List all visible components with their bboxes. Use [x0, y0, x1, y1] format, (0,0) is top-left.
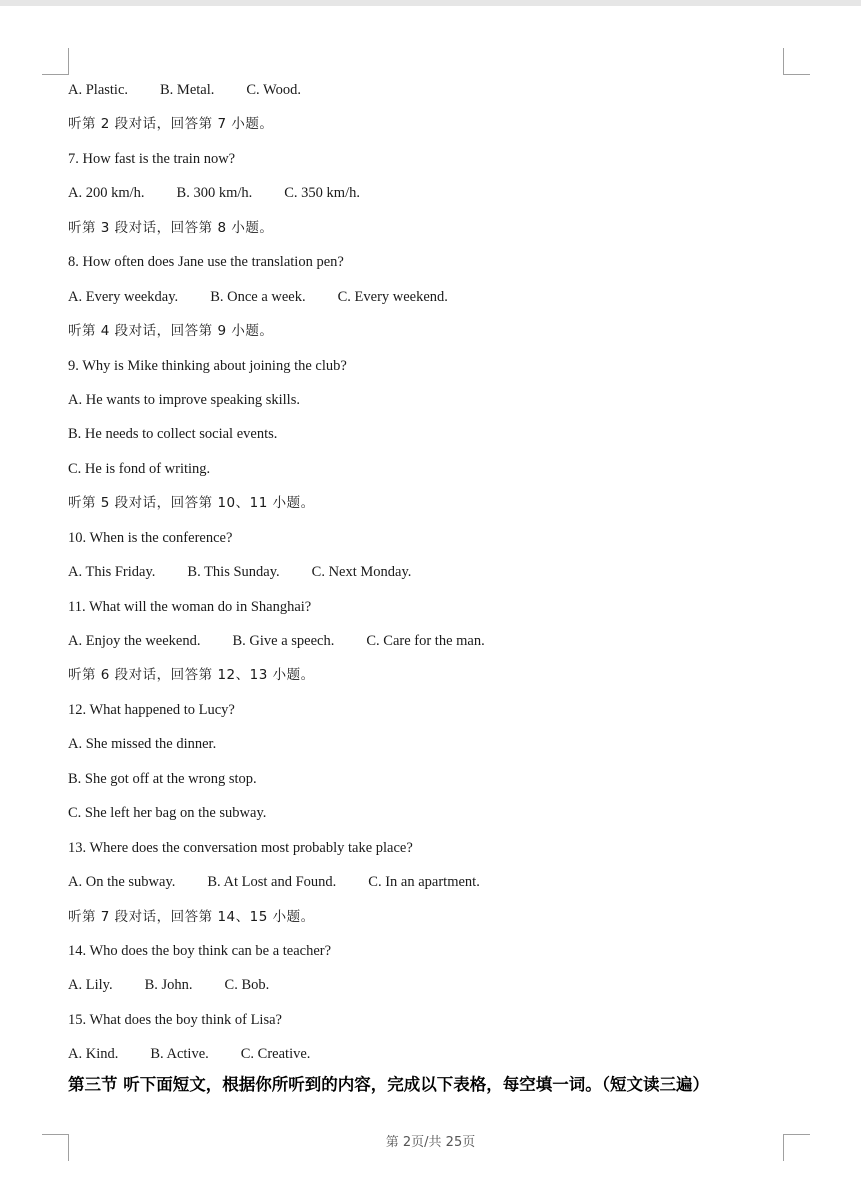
section-instruction: 听第 6 段对话，回答第 12、13 小题。 — [68, 667, 315, 684]
document-body — [68, 78, 788, 1077]
answer-option: B. John. — [144, 977, 193, 994]
question-text: 11. What will the woman do in Shanghai? — [68, 598, 312, 615]
margin-corner-top-right — [783, 48, 810, 75]
answer-option: B. At Lost and Found. — [207, 874, 337, 891]
answer-options-line — [68, 181, 788, 215]
answer-options-line — [68, 629, 788, 663]
answer-option: C. Bob. — [224, 977, 270, 994]
answer-option: B. Active. — [150, 1046, 209, 1063]
answer-option: A. Lily. — [68, 977, 113, 994]
question-text: 12. What happened to Lucy? — [68, 701, 235, 718]
question-text: 13. Where does the conversation most probably take place? — [68, 839, 413, 856]
section-instruction: 听第 3 段对话，回答第 8 小题。 — [68, 219, 274, 236]
answer-option: A. Plastic. — [68, 82, 129, 98]
question-text: 7. How fast is the train now? — [68, 150, 236, 167]
answer-options-line — [68, 422, 788, 456]
page-footer: 第 2页/共 25页 — [385, 1135, 476, 1150]
answer-options-line — [68, 285, 788, 319]
section-instruction: 听第 7 段对话，回答第 14、15 小题。 — [68, 908, 315, 925]
answer-options-line — [68, 732, 788, 766]
answer-option: A. 200 km/h. — [68, 185, 145, 202]
question-text: 9. Why is Mike thinking about joining the club? — [68, 357, 347, 374]
answer-options-line — [68, 388, 788, 422]
answer-option: C. In an apartment. — [368, 874, 480, 891]
answer-options-line — [68, 801, 788, 835]
question-text: 14. Who does the boy think can be a teacher? — [68, 942, 332, 959]
answer-options-line — [68, 767, 788, 801]
answer-option: C. Care for the man. — [366, 633, 485, 649]
question-text: 8. How often does Jane use the translation pen? — [68, 254, 344, 271]
question-text: 15. What does the boy think of Lisa? — [68, 1011, 282, 1028]
answer-option: A. She missed the dinner. — [68, 736, 217, 753]
answer-option: B. She got off at the wrong stop. — [68, 770, 257, 787]
answer-option: C. Wood. — [246, 82, 301, 98]
answer-option: C. Every weekend. — [337, 288, 448, 305]
answer-option: C. 350 km/h. — [284, 185, 360, 202]
answer-option: A. Kind. — [68, 1046, 119, 1063]
question-text: 10. When is the conference? — [68, 529, 233, 546]
answer-option: B. This Sunday. — [187, 564, 280, 581]
answer-options-line — [68, 870, 788, 904]
answer-option: B. Once a week. — [210, 288, 306, 305]
answer-option: A. This Friday. — [68, 564, 156, 581]
section-instruction: 听第 4 段对话，回答第 9 小题。 — [68, 323, 274, 340]
answer-option: C. He is fond of writing. — [68, 460, 211, 477]
answer-option: A. On the subway. — [68, 874, 176, 891]
answer-option: B. 300 km/h. — [176, 185, 253, 202]
answer-option: B. Metal. — [160, 82, 215, 98]
answer-option: A. He wants to improve speaking skills. — [68, 391, 300, 408]
answer-option: C. Creative. — [240, 1046, 311, 1063]
answer-options-line — [68, 560, 788, 594]
answer-option: A. Every weekday. — [68, 288, 179, 305]
section-instruction: 听第 2 段对话，回答第 7 小题。 — [68, 116, 274, 133]
answer-option: B. Give a speech. — [232, 633, 335, 649]
margin-corner-top-left — [42, 48, 69, 75]
answer-option: C. Next Monday. — [311, 564, 412, 581]
answer-option: C. She left her bag on the subway. — [68, 805, 267, 822]
answer-options-line — [68, 457, 788, 491]
answer-option: B. He needs to collect social events. — [68, 426, 278, 443]
answer-option: A. Enjoy the weekend. — [68, 633, 201, 649]
section-title: 第三节 听下面短文，根据你所听到的内容，完成以下表格，每空填一词。（短文读三遍） — [68, 1075, 709, 1094]
window-top-band — [0, 0, 861, 6]
section-instruction: 听第 5 段对话，回答第 10、11 小题。 — [68, 495, 315, 512]
answer-options-line — [68, 78, 788, 112]
answer-options-line — [68, 973, 788, 1007]
